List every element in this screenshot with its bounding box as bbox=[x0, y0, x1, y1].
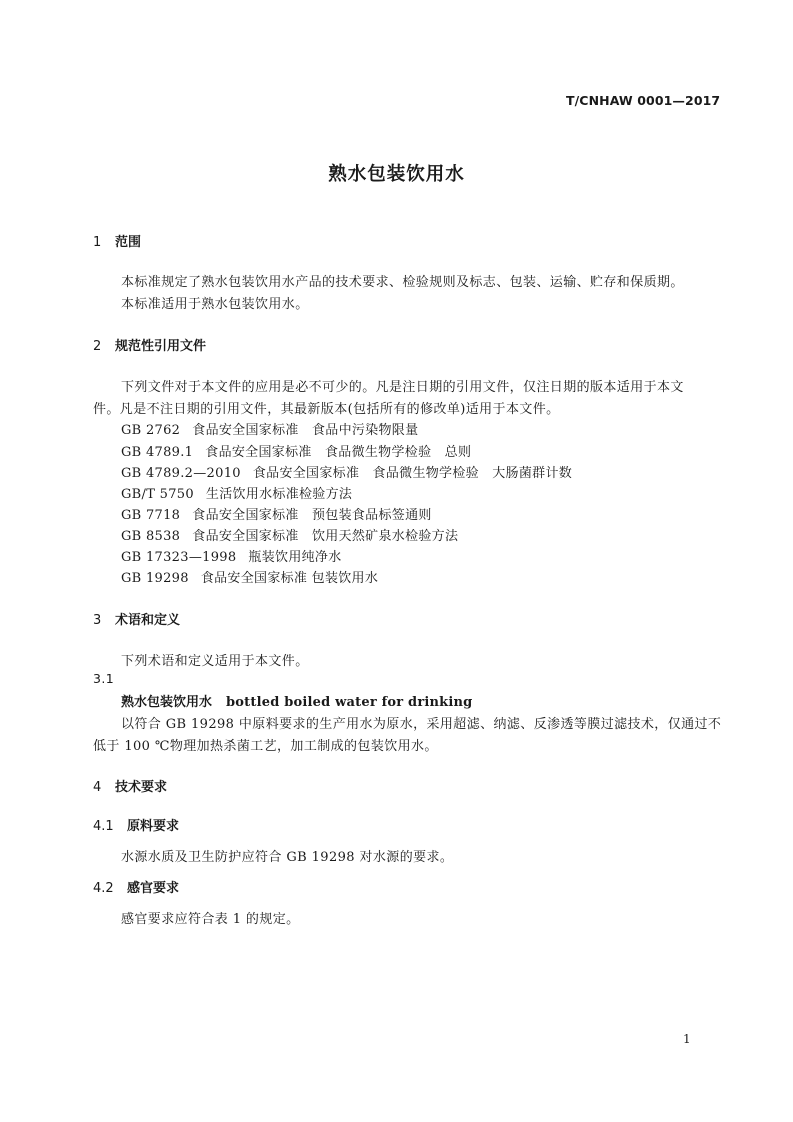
term-english: bottled boiled water for drinking bbox=[226, 695, 473, 710]
reference-code: GB 4789.1 bbox=[121, 445, 194, 460]
section-1-heading bbox=[93, 231, 141, 250]
reference-title: 瓶装饮用纯净水 bbox=[248, 550, 342, 565]
section-3-heading bbox=[93, 609, 180, 628]
reference-code: GB/T 5750 bbox=[121, 487, 194, 502]
reference-title: 生活饮用水标准检验方法 bbox=[205, 487, 353, 502]
references-intro-line-2: 件。凡是不注日期的引用文件，其最新版本(包括所有的修改单)适用于本文件。 bbox=[93, 402, 560, 417]
terms-intro: 下列术语和定义适用于本文件。 bbox=[121, 654, 309, 669]
section-title: 术语和定义 bbox=[115, 613, 181, 628]
reference-title: 食品安全国家标准 食品微生物学检验 大肠菌群计数 bbox=[252, 466, 573, 481]
section-title: 规范性引用文件 bbox=[115, 339, 207, 354]
subsection-title: 原料要求 bbox=[127, 819, 180, 834]
section-number: 3 bbox=[93, 613, 102, 628]
term-definition-line-2: 低于 100 ℃物理加热杀菌工艺，加工制成的包装饮用水。 bbox=[93, 739, 438, 754]
references-intro-line-1: 下列文件对于本文件的应用是必不可少的。凡是注日期的引用文件，仅注日期的版本适用于本文 bbox=[121, 380, 684, 395]
section-2-heading bbox=[93, 335, 206, 354]
section-number: 1 bbox=[93, 235, 102, 250]
term-chinese: 熟水包装饮用水 bbox=[121, 695, 213, 710]
section-title: 技术要求 bbox=[115, 780, 168, 795]
scope-paragraph-1: 本标准规定了熟水包装饮用水产品的技术要求、检验规则及标志、包装、运输、贮存和保质期。 bbox=[121, 275, 684, 290]
reference-code: GB 8538 bbox=[121, 529, 181, 544]
reference-title: 食品安全国家标准 预包装食品标签通则 bbox=[192, 508, 432, 523]
reference-item bbox=[121, 419, 418, 438]
document-title: 熟水包装饮用水 bbox=[328, 164, 465, 185]
reference-code: GB 19298 bbox=[121, 571, 189, 586]
reference-code: GB 17323—1998 bbox=[121, 550, 237, 565]
scope-paragraph-2: 本标准适用于熟水包装饮用水。 bbox=[121, 297, 309, 312]
term-definition-line-1: 以符合 GB 19298 中原料要求的生产用水为原水，采用超滤、纳滤、反渗透等膜过滤技术，仅通过不 bbox=[121, 717, 722, 732]
subsection-4-2-heading bbox=[93, 877, 179, 896]
raw-material-requirement: 水源水质及卫生防护应符合 GB 19298 对水源的要求。 bbox=[121, 850, 454, 865]
reference-item bbox=[121, 567, 378, 586]
reference-item bbox=[121, 441, 471, 460]
reference-item bbox=[121, 462, 572, 481]
subsection-4-1-heading bbox=[93, 815, 179, 834]
reference-title: 食品安全国家标准 食品中污染物限量 bbox=[192, 423, 419, 438]
page-number: 1 bbox=[683, 1032, 691, 1046]
section-number: 2 bbox=[93, 339, 102, 354]
reference-title: 食品安全国家标准 饮用天然矿泉水检验方法 bbox=[192, 529, 459, 544]
reference-item bbox=[121, 504, 432, 523]
reference-item bbox=[121, 483, 352, 502]
reference-item bbox=[121, 525, 458, 544]
reference-code: GB 7718 bbox=[121, 508, 181, 523]
reference-title: 食品安全国家标准 食品微生物学检验 总则 bbox=[205, 445, 472, 460]
reference-code: GB 2762 bbox=[121, 423, 181, 438]
reference-item bbox=[121, 546, 342, 565]
reference-code: GB 4789.2—2010 bbox=[121, 466, 241, 481]
subsection-title: 感官要求 bbox=[127, 881, 180, 896]
term-entry bbox=[121, 691, 472, 710]
section-title: 范围 bbox=[115, 235, 142, 250]
reference-title: 食品安全国家标准 包装饮用水 bbox=[200, 571, 379, 586]
subsection-number: 4.2 bbox=[93, 881, 114, 896]
subsection-number: 4.1 bbox=[93, 819, 114, 834]
standard-code: T/CNHAW 0001—2017 bbox=[566, 93, 721, 108]
section-number: 4 bbox=[93, 780, 102, 795]
section-4-heading bbox=[93, 776, 167, 795]
clause-number: 3.1 bbox=[93, 671, 115, 686]
sensory-requirement: 感官要求应符合表 1 的规定。 bbox=[121, 912, 300, 927]
